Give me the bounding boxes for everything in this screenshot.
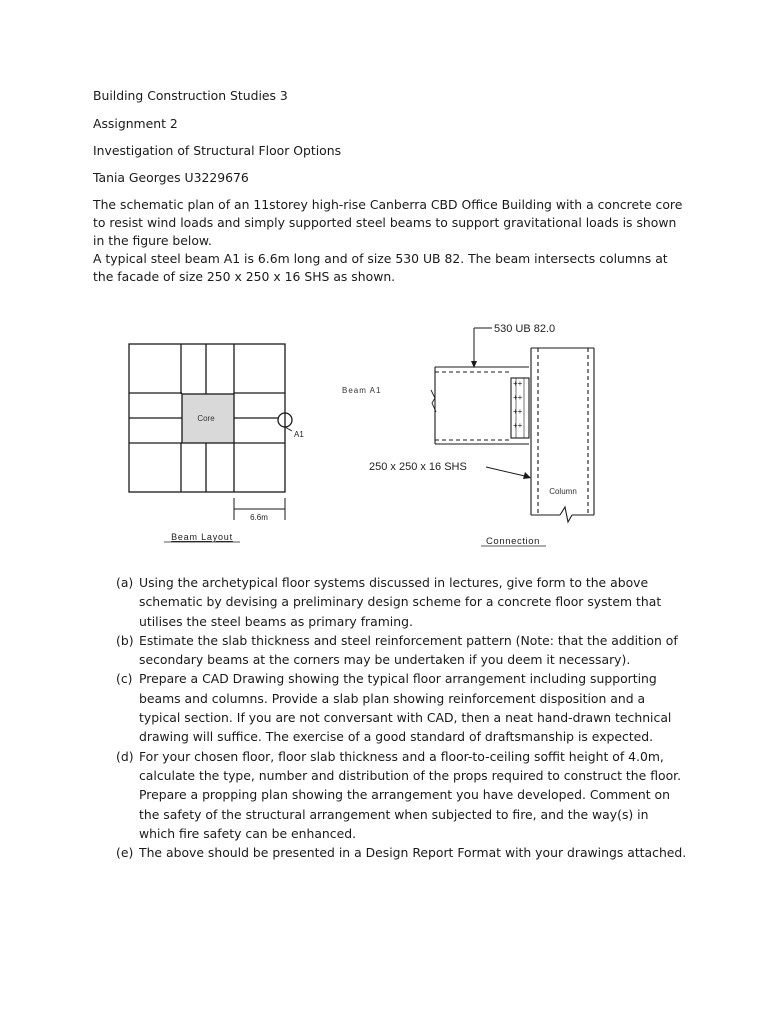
course-title: Building Construction Studies 3 (93, 88, 288, 103)
svg-text:++: ++ (513, 407, 523, 416)
intro-paragraph: A typical steel beam A1 is 6.6m long and of size 530 UB 82. The beam intersects columns at the facade of size 250 x 250 x 16 SHS as shown. (93, 251, 668, 284)
intro-paragraph: The schematic plan of an 11storey high-rise Canberra CBD Office Building with a concrete core to resist wind loads and simply supported steel beams to support gravitational loads is shown in the figure below. (93, 197, 683, 248)
task-list (116, 573, 688, 862)
core-label: Core (197, 414, 215, 423)
svg-text:++: ++ (513, 393, 523, 402)
beam-a1-label: A1 (294, 430, 304, 439)
span-dimension-label: 6.6m (250, 513, 268, 522)
list-item: (b) Estimate the slab thickness and steel reinforcement pattern (Note: that the addition of secondary beams at the corners may be undertaken if you deem it necessary). (116, 632, 678, 668)
beam-a1-callout: Beam A1 (342, 386, 382, 395)
author-line: Tania Georges U3229676 (93, 170, 249, 185)
connection-caption: Connection (485, 536, 541, 547)
list-item: (e) The above should be presented in a Design Report Format with your drawings attached. (116, 845, 687, 861)
assignment-label: Assignment 2 (93, 116, 178, 131)
beam-size-label: 530 UB 82.0 (494, 323, 556, 335)
svg-text:++: ++ (513, 421, 523, 430)
beam-layout-caption: Beam Layout (171, 532, 233, 542)
beam-layout-plan (129, 344, 292, 520)
list-item: (c) Prepare a CAD Drawing showing the typical floor arrangement including supporting beams and columns. Provide a slab plan showing reinforcement disposition and a typical section. If you are not conversant with CAD, then a neat hand-drawn technical drawing will suffice. The exercise of a good standard of draftsmanship is expected. (116, 671, 672, 745)
column-size-label: 250 x 250 x 16 SHS (369, 461, 467, 473)
list-item: (d) For your chosen floor, floor slab thickness and a floor-to-ceiling soffit height of 4.0m, calculate the type, number and distribution of the props required to construct the floor. Prepare a propping plan showing the arrangement you have developed. Comment on the safety of the structural arrangement when subjected to fire, and the way(s) in which fire safety can be enhanced. (116, 748, 682, 841)
bolts (513, 379, 523, 430)
arrow-head (523, 472, 531, 479)
list-item: (a) Using the archetypical floor systems discussed in lectures, give form to the above schematic by devising a preliminary design scheme for a concrete floor system that utilises the steel beams as primary framing. (116, 575, 662, 629)
svg-text:++: ++ (513, 379, 523, 388)
assignment-topic: Investigation of Structural Floor Options (93, 143, 342, 158)
column-label: Column (549, 487, 577, 496)
